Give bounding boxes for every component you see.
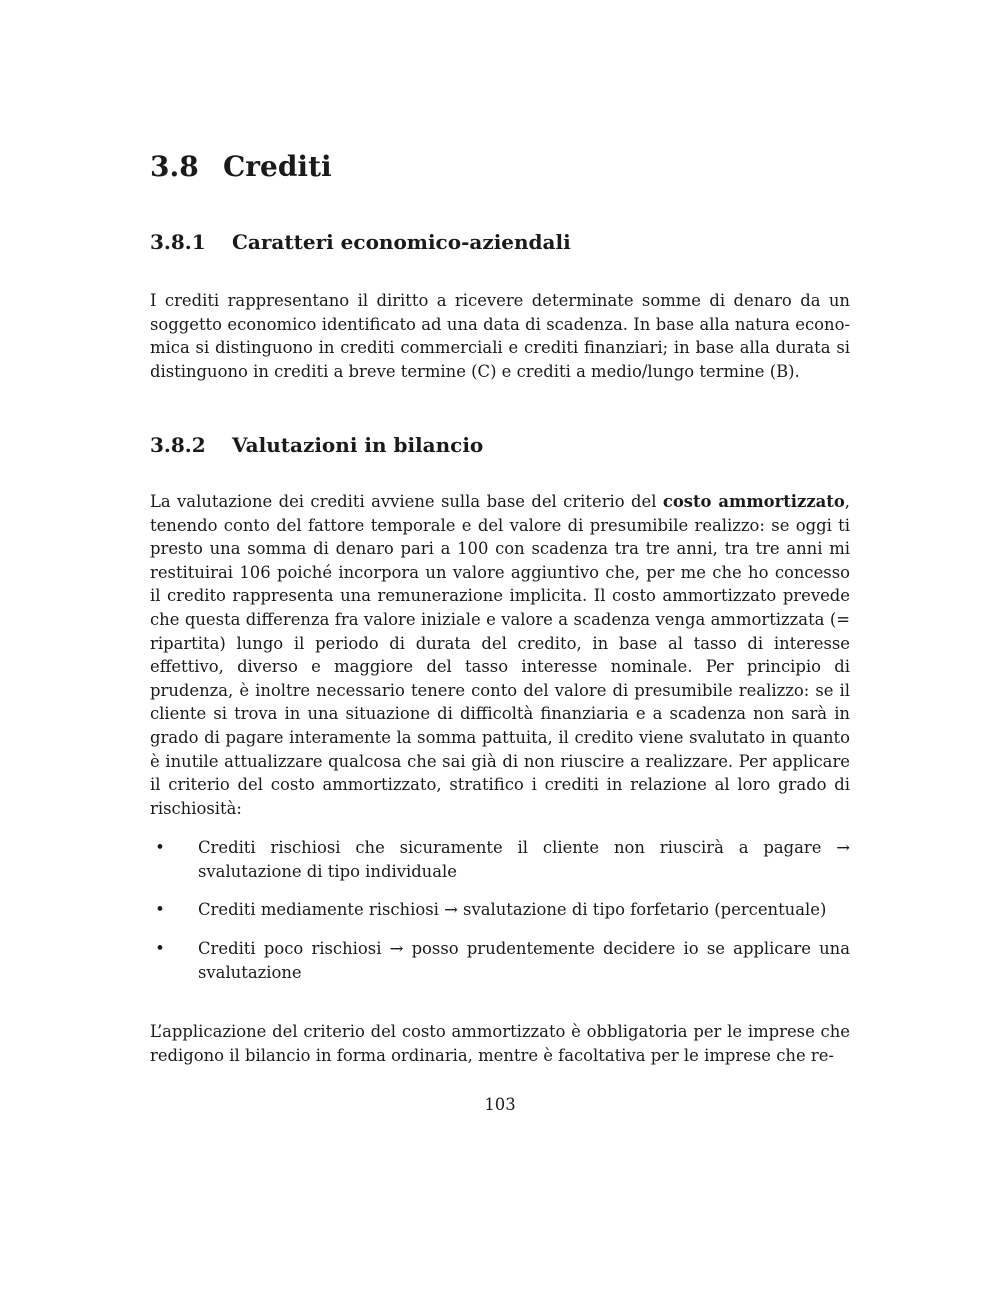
- list-item-text: Crediti poco rischiosi → posso prudentemente decidere io se applicare una svalutazione: [198, 939, 850, 982]
- paragraph-valuation: [150, 490, 850, 820]
- paragraph-text: La valutazione dei crediti avviene sulla base del criterio del: [150, 492, 663, 511]
- subsection-title: Caratteri economico-aziendali: [232, 230, 571, 254]
- subsection-heading-1: [150, 230, 571, 254]
- list-item: [155, 898, 850, 922]
- page-number: 103: [484, 1095, 516, 1114]
- bullet-icon: •: [155, 838, 165, 857]
- list-item: [155, 937, 850, 984]
- bold-term: costo ammortizzato: [662, 492, 845, 511]
- bullet-icon: •: [155, 939, 165, 958]
- bullet-icon: •: [155, 900, 165, 919]
- subsection-title: Valutazioni in bilancio: [232, 433, 484, 457]
- list-item-text: Crediti mediamente rischiosi → svalutazione di tipo forfetario (percentuale): [198, 900, 827, 919]
- list-item-text: Crediti rischiosi che sicuramente il cliente non riuscirà a pagare → svalutazione di tipo individuale: [198, 838, 850, 881]
- section-title: Crediti: [223, 150, 332, 183]
- subsection-number: 3.8.1: [150, 230, 206, 254]
- paragraph-text: , tenendo conto del fattore temporale e del valore di presumibile realizzo: se oggi ti presto una somma di denaro pari a 100 con scadenza tra tre anni, tra tre anni mi restituirai 106 poiché incorpora un valore aggiuntivo che, per me che ho concesso il credito rappresenta una remunerazione implicita. Il costo ammortizzato prevede che questa differenza fra valore iniziale e valore a scadenza venga ammortizzata (= ripartita) lungo il periodo di durata del credito, in base al tasso di interesse effettivo, diverso e maggiore del tasso interesse nominale. Per principio di prudenza, è inoltre necessario tenere conto del valore di presumibile realizzo: se il cliente si trova in una situazione di difficoltà finanziaria e a scadenza non sarà in grado di pagare interamente la somma pattuita, il credito viene svalutato in quanto è inutile attualizzare qualcosa che sai già di non riuscire a realizzare. Per applicare il criterio del costo ammortizzato, stratifico i crediti in relazione al loro grado di rischiosità:: [150, 492, 850, 818]
- section-heading: [150, 150, 332, 183]
- section-number: 3.8: [150, 150, 199, 183]
- paragraph-closing: L’applicazione del criterio del costo ammortizzato è obbligatoria per le imprese che redigono il bilancio in forma ordinaria, mentre è facoltativa per le imprese che re-: [150, 1022, 850, 1065]
- subsection-heading-2: [150, 433, 483, 457]
- list-item: [155, 836, 850, 883]
- paragraph-intro: I crediti rappresentano il diritto a ricevere determinate somme di denaro da un soggetto economico identificato ad una data di scadenza. In base alla natura economica si distinguono in crediti commerciali e crediti finanziari; in base alla durata si distinguono in crediti a breve termine (C) e crediti a medio/lungo termine (B).: [150, 291, 850, 381]
- subsection-number: 3.8.2: [150, 433, 206, 457]
